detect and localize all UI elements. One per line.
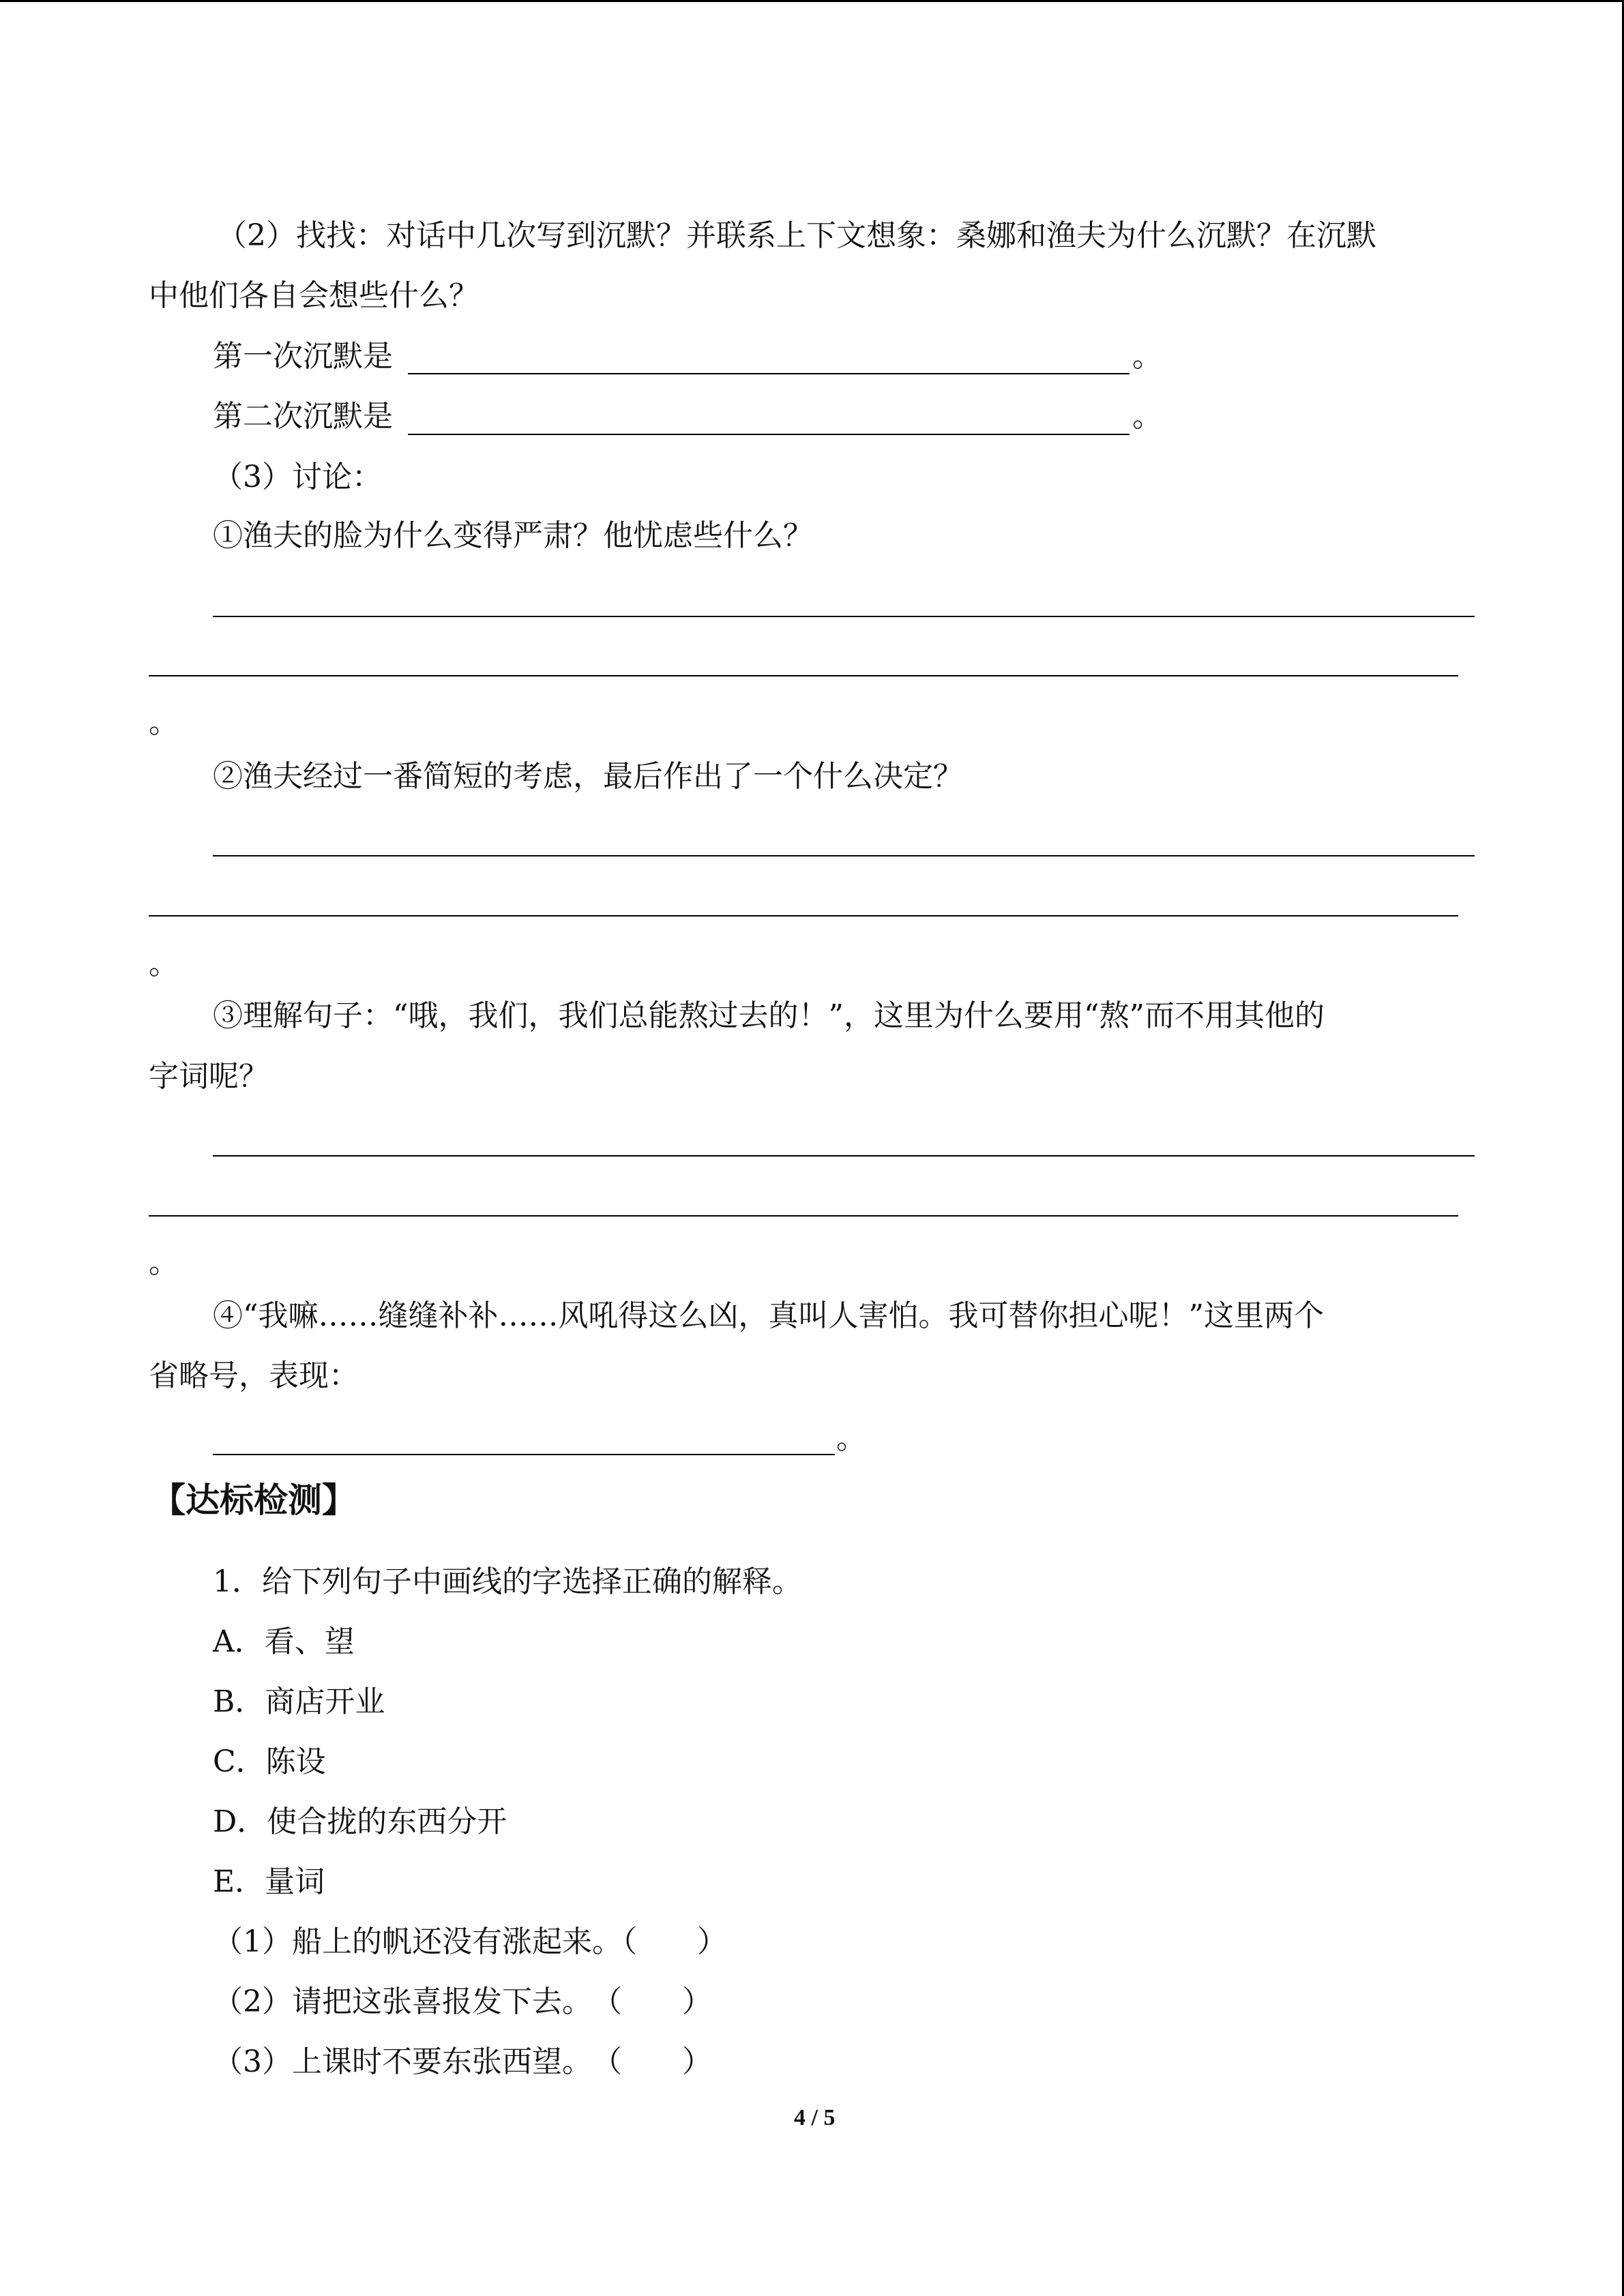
q2-second-silence-label: 第二次沉默是 [213, 399, 393, 434]
q3-sub1-answer-line1[interactable] [213, 616, 1475, 617]
q3-sub3-question-line2: 字词呢？ [149, 1059, 269, 1094]
q3-sub1-end-mark: 。 [149, 705, 179, 740]
q3-sub4-question-line2: 省略号，表现： [149, 1358, 359, 1393]
option-e: E．量词 [213, 1864, 325, 1899]
q3-title: （3）讨论： [213, 460, 382, 494]
page-border-top [0, 0, 1624, 2]
q2-first-end-mark: 。 [1132, 339, 1162, 374]
q3-sub2-answer-line1[interactable] [213, 855, 1475, 856]
q3-sub4-end-mark: 。 [836, 1421, 866, 1456]
q2-text-line1: （2）找找：对话中几次写到沉默？并联系上下文想象：桑娜和渔夫为什么沉默？在沉默 [217, 218, 1376, 253]
q3-sub2-answer-line2[interactable] [149, 915, 1458, 916]
q3-sub3-answer-line2[interactable] [149, 1215, 1458, 1217]
q3-sub3-end-mark: 。 [149, 1245, 179, 1280]
q2-second-end-mark: 。 [1132, 399, 1162, 434]
exercise1-title: 1．给下列句子中画线的字选择正确的解释。 [213, 1564, 802, 1599]
q2-text-line2: 中他们各自会想些什么？ [149, 278, 479, 313]
option-d: D．使合拢的东西分开 [213, 1804, 507, 1839]
q3-sub3-answer-line1[interactable] [213, 1155, 1475, 1157]
option-b: B．商店开业 [213, 1684, 385, 1719]
q2-second-silence-blank[interactable] [408, 434, 1130, 435]
q3-sub2-end-mark: 。 [149, 946, 179, 981]
q2-first-silence-label: 第一次沉默是 [213, 339, 393, 374]
section-heading: 【达标检测】 [151, 1480, 356, 1520]
exercise-item-2[interactable]: （2）请把这张喜报发下去。 （ ） [213, 1984, 712, 2019]
q3-sub1-answer-line2[interactable] [149, 675, 1458, 676]
option-a: A．看、望 [213, 1624, 355, 1659]
q3-sub4-answer-blank[interactable] [213, 1454, 835, 1455]
q3-sub2-question: ②渔夫经过一番简短的考虑，最后作出了一个什么决定？ [213, 759, 963, 794]
page-number: 4 / 5 [794, 2105, 836, 2130]
exercise-item-1[interactable]: （1）船上的帆还没有涨起来。（ ） [213, 1924, 727, 1959]
q3-sub3-question-line1: ③理解句子：“哦，我们，我们总能熬过去的！”，这里为什么要用“熬”而不用其他的 [213, 998, 1325, 1033]
exercise-item-3[interactable]: （3）上课时不要东张西望。 （ ） [213, 2044, 712, 2079]
option-c: C．陈设 [213, 1744, 326, 1779]
q2-first-silence-blank[interactable] [408, 373, 1130, 374]
q3-sub1-question: ①渔夫的脸为什么变得严肃？他忧虑些什么？ [213, 518, 813, 553]
q3-sub4-question-line1: ④“我嘛……缝缝补补……风吼得这么凶，真叫人害怕。我可替你担心呢！”这里两个 [213, 1298, 1324, 1333]
